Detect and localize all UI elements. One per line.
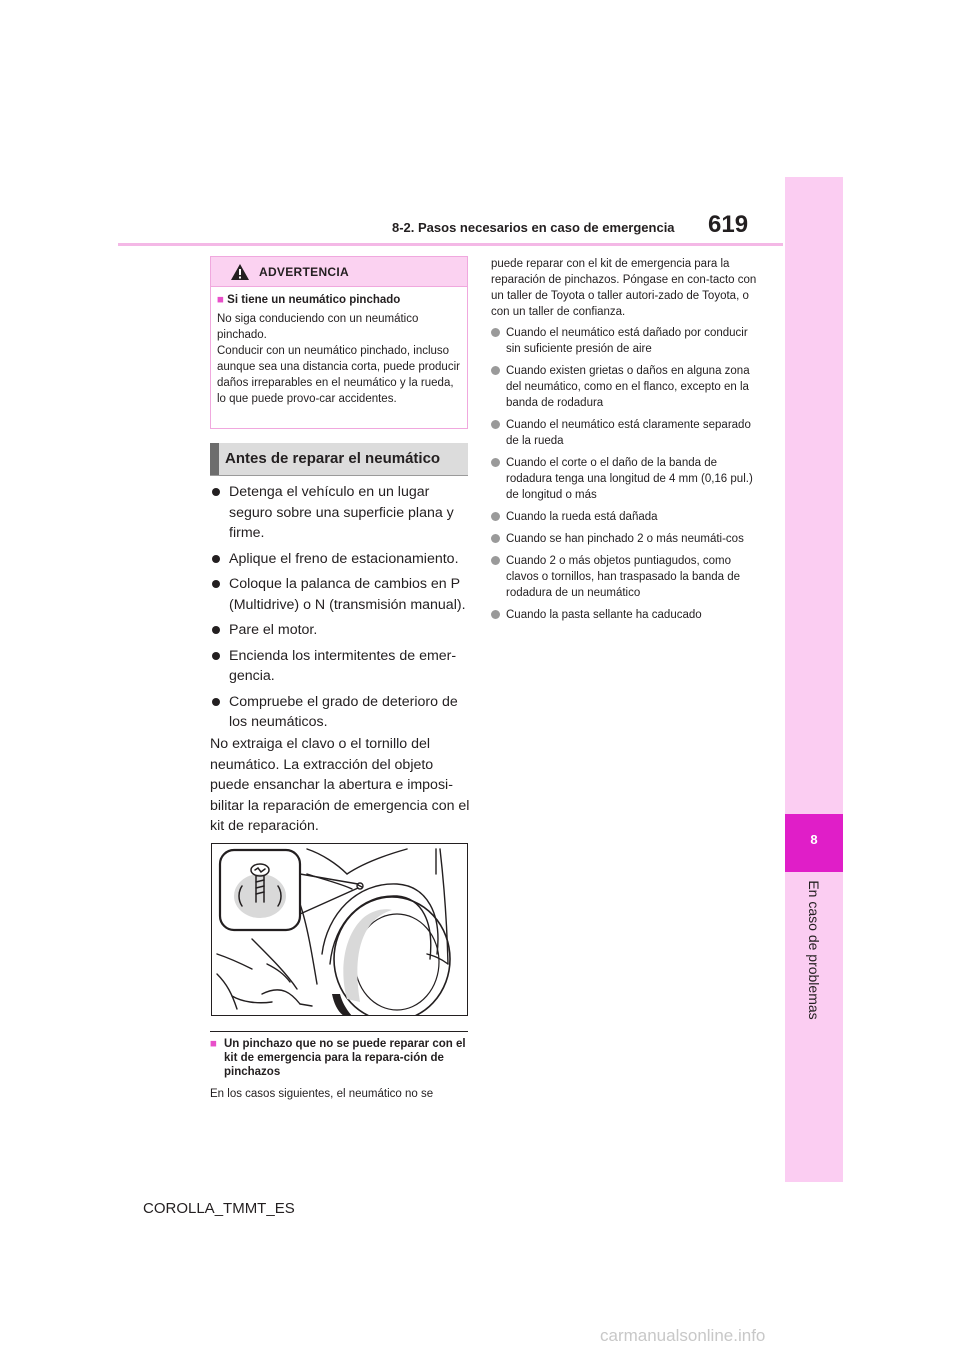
step-item [210,692,472,733]
right-column-intro: puede reparar con el kit de emergencia para la reparación de pinchazos. Póngase en con-tacto con un taller de Toyota o taller autori-zado de Toyota, o con un taller de confianza. [491,258,757,318]
section-title: 8-2. Pasos necesarios en caso de emergencia [392,220,675,235]
tire-puncture-illustration [211,843,468,1016]
car-wheel-drawing [212,844,468,1016]
warning-subhead-text: Si tiene un neumático pinchado [227,294,401,306]
bullet-dot-icon [212,698,220,706]
warning-title: ADVERTENCIA [259,265,349,279]
case-text: Cuando el neumático está dañado por conducir sin suficiente presión de aire [506,327,748,355]
case-item [491,363,761,411]
step-text: Aplique el freno de estacionamiento. [229,550,459,567]
bullet-dot-icon [212,652,220,660]
bullet-dot-icon [212,626,220,634]
bullet-dot-icon [491,366,500,375]
case-item [491,531,761,547]
bullet-dot-icon [491,512,500,521]
square-bullet-icon: ■ [210,1038,217,1050]
step-text: Coloque la palanca de cambios en P (Multidrive) o N (transmisión manual). [229,576,466,613]
step-text: Encienda los intermitentes de emer-gencia. [229,647,457,684]
note-paragraph: No extraiga el clavo o el tornillo del neumático. La extracción del objeto puede ensanchar la abertura e imposi-bilitar la reparación de emergencia con el kit de reparación. [210,736,470,834]
steps-list [210,482,472,738]
bullet-dot-icon [212,555,220,563]
case-text: Cuando existen grietas o daños en alguna zona del neumático, como en el flanco, excepto en la banda de rodadura [506,365,750,409]
case-item [491,325,761,357]
step-text: Compruebe el grado de deterioro de los neumáticos. [229,693,458,730]
puncture-subhead [210,1037,472,1079]
case-text: Cuando el corte o el daño de la banda de rodadura tenga una longitud de 4 mm (0,16 pul.) de longitud o más [506,457,753,501]
case-item [491,553,761,601]
step-text: Pare el motor. [229,622,318,638]
page-number: 619 [708,211,749,238]
step-item [210,620,472,641]
bullet-dot-icon [491,328,500,337]
case-text: Cuando la pasta sellante ha caducado [506,609,702,621]
case-item [491,509,761,525]
step-item [210,549,472,570]
cases-list [491,325,761,629]
case-item [491,607,761,623]
square-bullet-icon: ■ [217,294,224,306]
bullet-dot-icon [212,580,220,588]
warning-header [211,257,467,287]
bullet-dot-icon [491,556,500,565]
bullet-dot-icon [491,458,500,467]
bullet-dot-icon [491,610,500,619]
case-item [491,455,761,503]
warning-body: No siga conduciendo con un neumático pinchado. Conducir con un neumático pinchado, incluso aunque sea una distancia corta, puede producir daños irreparables en el neumático y la rueda, lo que puede provo-car accidentes. [217,313,460,405]
subsection-rule [210,1031,468,1032]
chapter-number: 8 [810,832,818,847]
case-text: Cuando el neumático está claramente separado de la rueda [506,419,751,447]
bullet-dot-icon [491,420,500,429]
bullet-dot-icon [491,534,500,543]
case-item [491,417,761,449]
step-item [210,646,472,687]
section-heading [210,443,468,476]
section-heading-text: Antes de reparar el neumático [225,450,441,467]
case-text: Cuando 2 o más objetos puntiagudos, como clavos o tornillos, han traspasado la banda de rodadura de un neumático [506,555,740,599]
warning-subhead [217,294,400,306]
footer-document-code: COROLLA_TMMT_ES [143,1200,295,1217]
case-text: Cuando la rueda está dañada [506,511,658,523]
warning-box [210,256,468,429]
warning-triangle-icon [230,263,250,281]
chapter-title: En caso de problemas [806,880,822,1020]
watermark[interactable]: carmanualsonline.info [600,1326,766,1345]
bullet-dot-icon [212,488,220,496]
heading-bar [210,443,219,475]
step-text: Detenga el vehículo en un lugar seguro sobre una superficie plana y firme. [229,484,454,541]
puncture-intro: En los casos siguientes, el neumático no se [210,1088,434,1100]
header-rule [118,243,783,246]
step-item [210,482,472,544]
puncture-subhead-text: Un pinchazo que no se puede reparar con el kit de emergencia para la repara-ción de pinchazos [224,1038,466,1078]
case-text: Cuando se han pinchado 2 o más neumáti-cos [506,533,744,545]
chapter-side-tab [785,177,843,1182]
step-item [210,574,472,615]
